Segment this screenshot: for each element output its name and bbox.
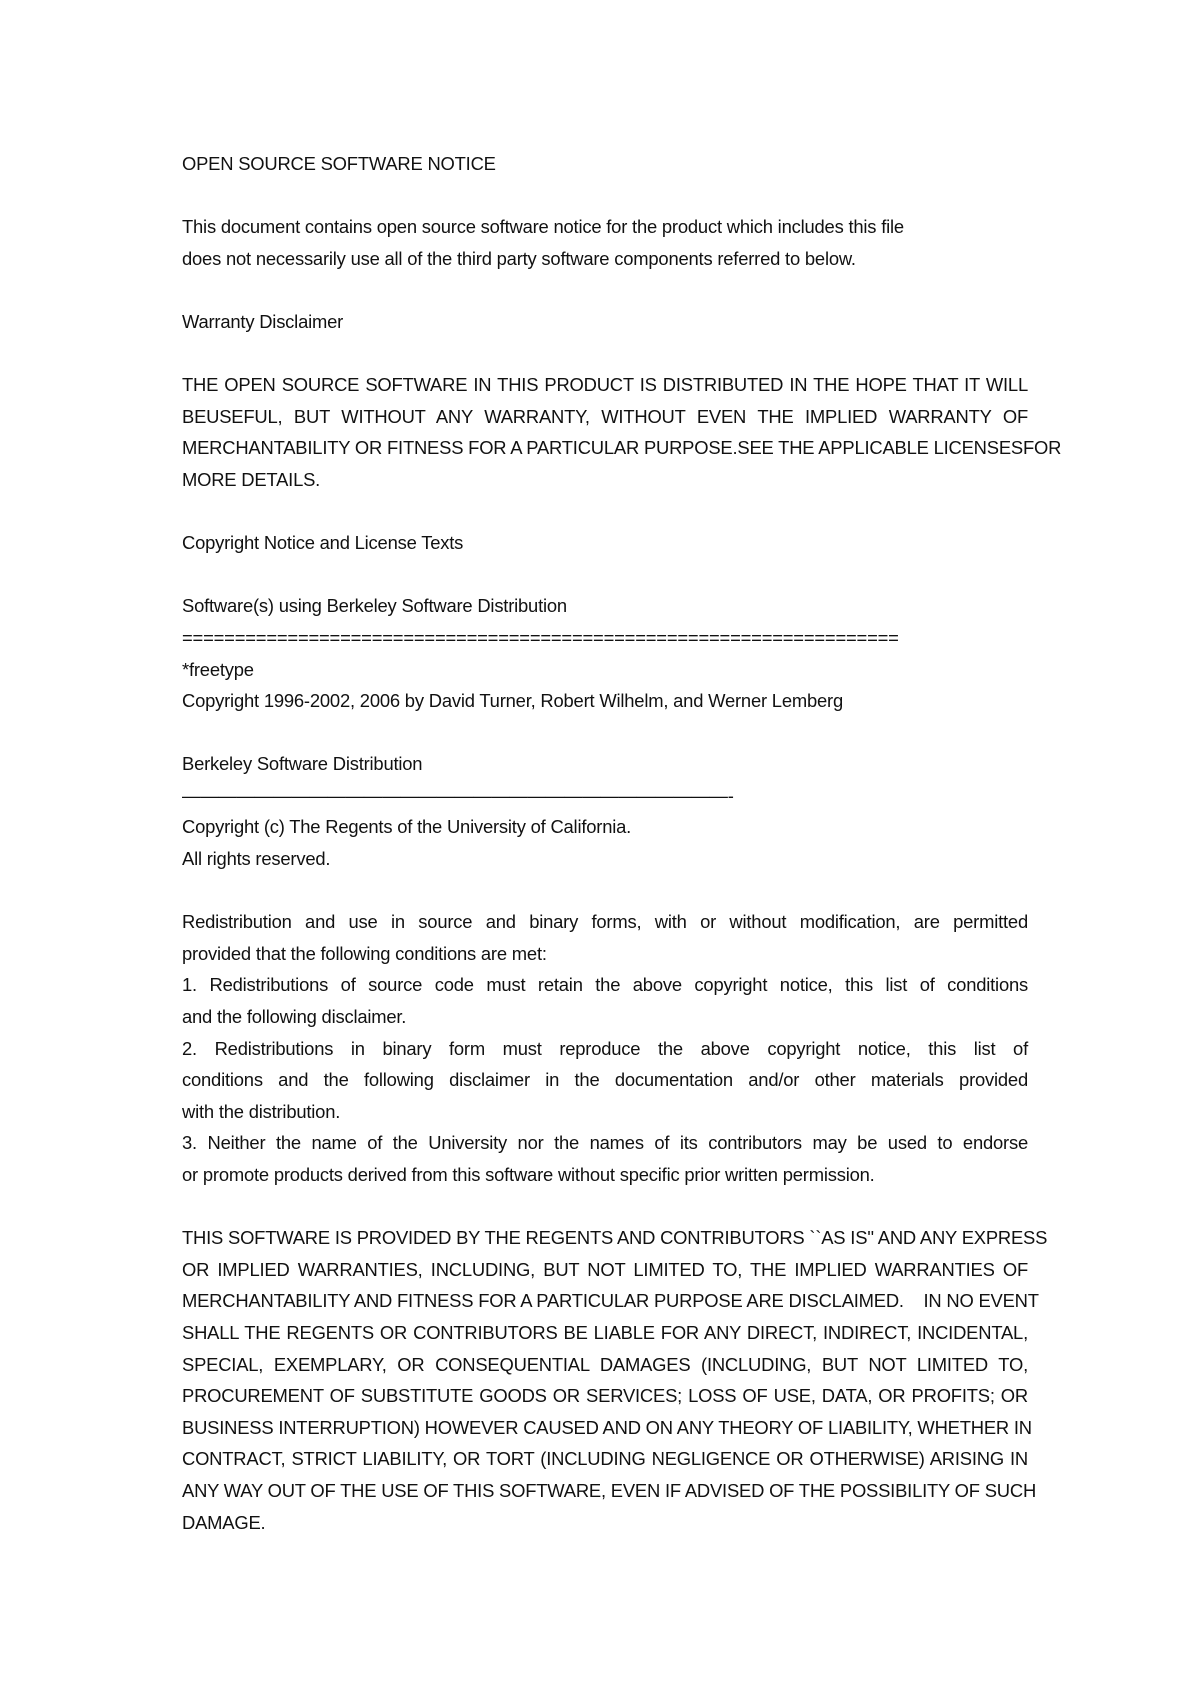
warranty-line: BEUSEFUL, BUT WITHOUT ANY WARRANTY, WITHOUT EVEN THE IMPLIED WARRANTY OF [182, 405, 1028, 427]
license-header-block [182, 748, 1028, 874]
warranty-line: MORE DETAILS. [182, 468, 321, 490]
license-heading: Berkeley Software Distribution [182, 753, 423, 775]
conditions-line: conditions and the following disclaimer in the documentation and/or other materials provided [182, 1069, 1028, 1091]
intro-line: does not necessarily use all of the third party software components referred to below. [182, 247, 856, 269]
license-copyright-line: Copyright (c) The Regents of the University of California. [182, 816, 632, 838]
warranty-line: MERCHANTABILITY OR FITNESS FOR A PARTICULAR PURPOSE.SEE THE APPLICABLE LICENSESFOR [182, 437, 1062, 459]
copyright-heading [182, 527, 1028, 559]
intro-paragraph [182, 211, 1028, 274]
document-page [182, 148, 1062, 1538]
bsd-section-heading: Software(s) using Berkeley Software Distribution [182, 595, 567, 617]
warranty-heading-text: Warranty Disclaimer [182, 310, 344, 332]
disclaimer-line: ANY WAY OUT OF THE USE OF THIS SOFTWARE, EVEN IF ADVISED OF THE POSSIBILITY OF SUCH [182, 1479, 1037, 1501]
disclaimer-line: PROCUREMENT OF SUBSTITUTE GOODS OR SERVICES; LOSS OF USE, DATA, OR PROFITS; OR [182, 1385, 1028, 1407]
license-conditions [182, 906, 1028, 1190]
component-name: *freetype [182, 658, 254, 680]
disclaimer-line: THIS SOFTWARE IS PROVIDED BY THE REGENTS AND CONTRIBUTORS ``AS IS'' AND ANY EXPRESS [182, 1227, 1048, 1249]
conditions-line: Redistribution and use in source and binary forms, with or without modification, are permitted [182, 911, 1028, 933]
intro-line: This document contains open source software notice for the product which includes this file [182, 216, 904, 238]
conditions-line: 1. Redistributions of source code must retain the above copyright notice, this list of conditions [182, 974, 1028, 996]
warranty-paragraph [182, 369, 1062, 495]
bsd-component-section [182, 590, 1028, 716]
title-text: OPEN SOURCE SOFTWARE NOTICE [182, 153, 496, 174]
disclaimer-line: SHALL THE REGENTS OR CONTRIBUTORS BE LIABLE FOR ANY DIRECT, INDIRECT, INCIDENTAL, [182, 1321, 1028, 1343]
license-rights-line: All rights reserved. [182, 848, 331, 870]
double-rule-divider: ==================================================================== [182, 626, 899, 648]
document-title [182, 148, 1028, 180]
disclaimer-line: MERCHANTABILITY AND FITNESS FOR A PARTICULAR PURPOSE ARE DISCLAIMED. IN NO EVENT [182, 1290, 1039, 1312]
conditions-line: with the distribution. [182, 1100, 341, 1122]
conditions-line: or promote products derived from this software without specific prior written permission. [182, 1164, 875, 1185]
warranty-heading [182, 306, 1028, 338]
component-copyright: Copyright 1996-2002, 2006 by David Turner, Robert Wilhelm, and Werner Lemberg [182, 690, 843, 712]
copyright-heading-text: Copyright Notice and License Texts [182, 532, 464, 554]
conditions-line: 2. Redistributions in binary form must reproduce the above copyright notice, this list of [182, 1037, 1028, 1059]
disclaimer-line: BUSINESS INTERRUPTION) HOWEVER CAUSED AND ON ANY THEORY OF LIABILITY, WHETHER IN [182, 1416, 1032, 1438]
conditions-line: and the following disclaimer. [182, 1006, 407, 1028]
license-disclaimer [182, 1222, 1048, 1538]
warranty-line: THE OPEN SOURCE SOFTWARE IN THIS PRODUCT IS DISTRIBUTED IN THE HOPE THAT IT WILL [182, 374, 1028, 396]
conditions-line: provided that the following conditions are met: [182, 942, 547, 964]
disclaimer-line: OR IMPLIED WARRANTIES, INCLUDING, BUT NOT LIMITED TO, THE IMPLIED WARRANTIES OF [182, 1258, 1028, 1280]
disclaimer-line: CONTRACT, STRICT LIABILITY, OR TORT (INCLUDING NEGLIGENCE OR OTHERWISE) ARISING IN [182, 1448, 1028, 1470]
conditions-line: 3. Neither the name of the University nor the names of its contributors may be used to endorse [182, 1132, 1028, 1154]
disclaimer-line: SPECIAL, EXEMPLARY, OR CONSEQUENTIAL DAMAGES (INCLUDING, BUT NOT LIMITED TO, [182, 1353, 1028, 1375]
disclaimer-line: DAMAGE. [182, 1511, 266, 1533]
single-rule-divider: ——————————————————————————————- [182, 784, 734, 806]
